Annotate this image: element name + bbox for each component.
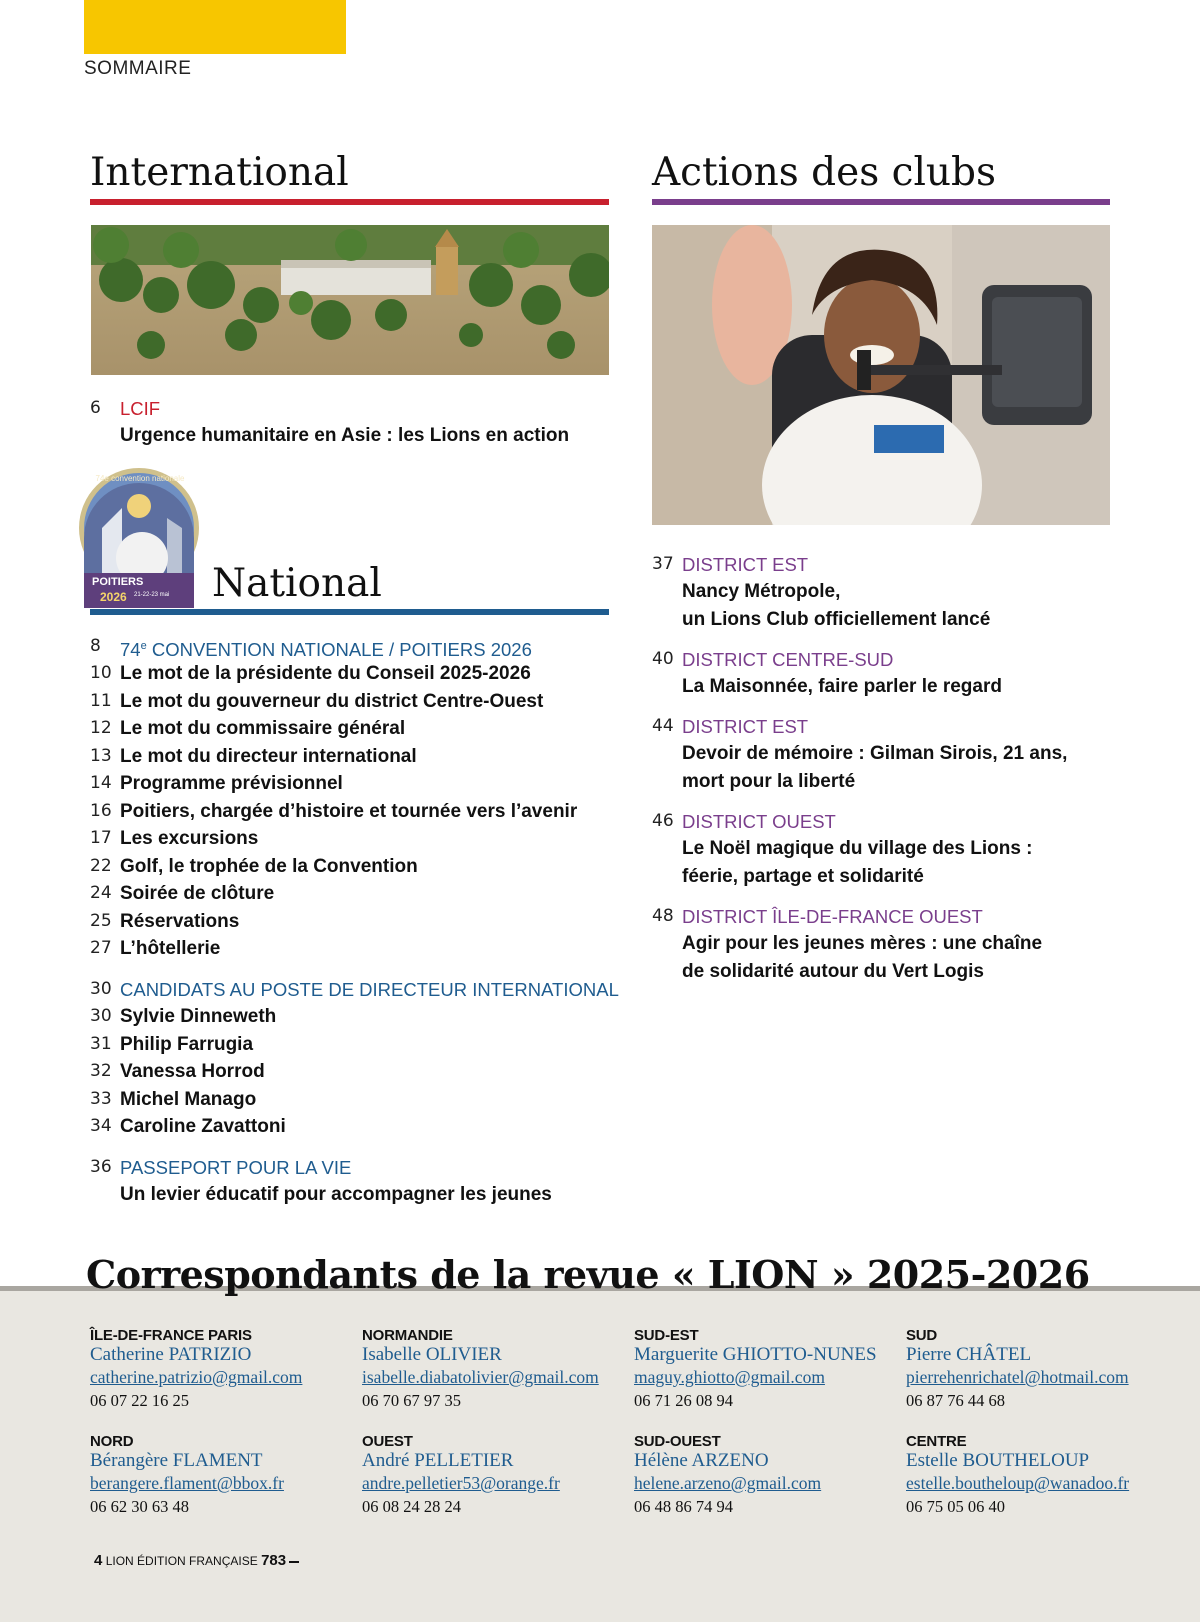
correspondent-name: Isabelle OLIVIER bbox=[362, 1344, 502, 1365]
international-rule bbox=[90, 199, 609, 205]
correspondent-phone: 06 70 67 97 35 bbox=[362, 1391, 461, 1410]
page-number: 33 bbox=[90, 1088, 112, 1109]
convention-badge bbox=[72, 468, 206, 608]
correspondent-card bbox=[90, 1327, 350, 1414]
correspondent-name: Estelle BOUTHELOUP bbox=[906, 1450, 1090, 1471]
entry-title: Réservations bbox=[120, 910, 240, 932]
correspondent-name: Pierre CHÂTEL bbox=[906, 1344, 1032, 1365]
national-rule bbox=[90, 609, 609, 615]
flood-photo bbox=[91, 225, 609, 375]
page-number: 17 bbox=[90, 828, 112, 848]
entry-title-line: Devoir de mémoire : Gilman Sirois, 21 ans, bbox=[682, 743, 1068, 764]
entry-title: Michel Manago bbox=[120, 1088, 257, 1110]
correspondent-phone: 06 07 22 16 25 bbox=[90, 1391, 189, 1410]
entry-title: Programme prévisionnel bbox=[120, 773, 343, 794]
correspondent-name: Marguerite GHIOTTO-NUNES bbox=[634, 1344, 877, 1365]
entry-title: Les excursions bbox=[120, 828, 259, 849]
correspondent-phone: 06 71 26 08 94 bbox=[634, 1391, 733, 1410]
page-number: 31 bbox=[90, 1033, 112, 1054]
entry-title-line: Nancy Métropole, bbox=[682, 581, 841, 602]
correspondent-phone: 06 08 24 28 24 bbox=[362, 1497, 461, 1516]
entry-category: PASSEPORT POUR LA VIE bbox=[120, 1157, 352, 1178]
footer-issue: 783 bbox=[261, 1552, 287, 1569]
entry-title-line: de solidarité autour du Vert Logis bbox=[682, 960, 984, 982]
sommaire-label: SOMMAIRE bbox=[84, 58, 192, 79]
entry-category: DISTRICT OUEST bbox=[682, 811, 836, 832]
page-number: 36 bbox=[90, 1157, 112, 1177]
entry-title: Le mot du commissaire général bbox=[120, 718, 406, 739]
page-number: 24 bbox=[90, 883, 112, 903]
correspondent-email-link[interactable]: catherine.patrizio@gmail.com bbox=[90, 1367, 303, 1387]
correspondent-name: Catherine PATRIZIO bbox=[90, 1344, 252, 1365]
entry-title-line: mort pour la liberté bbox=[682, 770, 856, 792]
correspondent-card bbox=[906, 1327, 1166, 1414]
page-number: 13 bbox=[90, 745, 112, 766]
page-number: 34 bbox=[90, 1116, 112, 1136]
international-heading: International bbox=[90, 150, 349, 195]
correspondent-email-link[interactable]: estelle.boutheloup@wanadoo.fr bbox=[906, 1473, 1130, 1493]
correspondent-phone: 06 75 05 06 40 bbox=[906, 1497, 1005, 1516]
correspondent-phone: 06 87 76 44 68 bbox=[906, 1391, 1005, 1410]
page-number: 11 bbox=[90, 690, 112, 711]
correspondent-region: OUEST bbox=[362, 1433, 413, 1450]
entry-title: Philip Farrugia bbox=[120, 1033, 254, 1055]
entry-title-line: Agir pour les jeunes mères : une chaîne bbox=[682, 933, 1043, 954]
page-number: 14 bbox=[90, 773, 112, 793]
footer-page-number: 4 bbox=[94, 1552, 103, 1569]
correspondent-name: André PELLETIER bbox=[362, 1450, 514, 1471]
page-number: 16 bbox=[90, 800, 112, 821]
correspondent-email-link[interactable]: pierrehenrichatel@hotmail.com bbox=[906, 1367, 1129, 1387]
correspondent-region: NORD bbox=[90, 1433, 134, 1450]
correspondent-email-link[interactable]: berangere.flament@bbox.fr bbox=[90, 1473, 284, 1493]
entry-category: DISTRICT EST bbox=[682, 716, 809, 737]
page-number: 37 bbox=[652, 554, 674, 574]
entry-category: CANDIDATS AU POSTE DE DIRECTEUR INTERNATIONAL bbox=[120, 979, 619, 1000]
correspondent-card bbox=[634, 1327, 894, 1414]
page-number: 12 bbox=[90, 718, 112, 738]
correspondent-email-link[interactable]: isabelle.diabatolivier@gmail.com bbox=[362, 1367, 599, 1387]
correspondent-region: SUD-EST bbox=[634, 1327, 699, 1344]
entry-title: Le mot du directeur international bbox=[120, 745, 417, 767]
entry-title: Caroline Zavattoni bbox=[120, 1116, 286, 1137]
clubs-heading: Actions des clubs bbox=[652, 150, 997, 195]
correspondent-card bbox=[906, 1433, 1166, 1520]
entry-title: L’hôtellerie bbox=[120, 938, 221, 959]
correspondent-name: Bérangère FLAMENT bbox=[90, 1450, 263, 1471]
entry-category: DISTRICT ÎLE-DE-FRANCE OUEST bbox=[682, 906, 983, 927]
correspondent-card bbox=[362, 1433, 622, 1520]
entry-title: Golf, le trophée de la Convention bbox=[120, 855, 418, 877]
page-number: 48 bbox=[652, 906, 674, 926]
entry-title-line: féerie, partage et solidarité bbox=[682, 865, 924, 887]
page-number: 40 bbox=[652, 649, 674, 669]
national-heading: National bbox=[212, 561, 382, 606]
badge-convention-label: 74e convention nationale bbox=[95, 474, 185, 483]
entry-title-line: Le Noël magique du village des Lions : bbox=[682, 838, 1033, 859]
header-color-tab bbox=[84, 0, 346, 54]
entry-category: LCIF bbox=[120, 398, 161, 419]
correspondent-region: ÎLE-DE-FRANCE PARIS bbox=[90, 1327, 252, 1344]
correspondent-email-link[interactable]: helene.arzeno@gmail.com bbox=[634, 1473, 822, 1493]
correspondent-phone: 06 48 86 74 94 bbox=[634, 1497, 733, 1516]
entry-title: Le mot de la présidente du Conseil 2025-2026 bbox=[120, 663, 531, 684]
correspondent-region: CENTRE bbox=[906, 1433, 967, 1450]
page-number: 30 bbox=[90, 1006, 112, 1026]
entry-title: Le mot du gouverneur du district Centre-Ouest bbox=[120, 690, 544, 712]
footer-publication: LION ÉDITION FRANÇAISE bbox=[105, 1554, 258, 1568]
page-number: 6 bbox=[90, 398, 101, 418]
correspondent-region: NORMANDIE bbox=[362, 1327, 453, 1344]
page-number: 25 bbox=[90, 910, 112, 931]
entry-title: Vanessa Horrod bbox=[120, 1061, 265, 1082]
entry-title: Urgence humanitaire en Asie : les Lions en action bbox=[120, 425, 570, 446]
correspondent-card bbox=[90, 1433, 350, 1520]
correspondent-phone: 06 62 30 63 48 bbox=[90, 1497, 189, 1516]
correspondent-region: SUD-OUEST bbox=[634, 1433, 721, 1450]
page-number: 10 bbox=[90, 663, 112, 683]
page-number: 8 bbox=[90, 636, 101, 656]
correspondent-email-link[interactable]: maguy.ghiotto@gmail.com bbox=[634, 1367, 825, 1387]
badge-dates: 21-22-23 mai bbox=[134, 592, 170, 598]
entry-title: Un levier éducatif pour accompagner les jeunes bbox=[120, 1184, 552, 1205]
entry-title: Poitiers, chargée d’histoire et tournée vers l’avenir bbox=[120, 800, 578, 822]
correspondents-heading: Correspondants de la revue « LION » 2025-2026 bbox=[86, 1252, 1090, 1297]
correspondent-card bbox=[634, 1433, 894, 1520]
footer-dash bbox=[289, 1561, 299, 1563]
entry-title: Soirée de clôture bbox=[120, 883, 275, 904]
smiling-girl-photo bbox=[652, 225, 1110, 525]
correspondent-region: SUD bbox=[906, 1327, 938, 1344]
page-number: 30 bbox=[90, 979, 112, 999]
page-footer bbox=[94, 1552, 299, 1569]
page-number: 32 bbox=[90, 1061, 112, 1081]
clubs-rule bbox=[652, 199, 1110, 205]
correspondent-name: Hélène ARZENO bbox=[634, 1450, 769, 1471]
page-number: 22 bbox=[90, 855, 112, 876]
entry-category: 74e CONVENTION NATIONALE / POITIERS 2026 bbox=[120, 639, 532, 661]
entry-title-line: un Lions Club officiellement lancé bbox=[682, 608, 991, 630]
page-number: 46 bbox=[652, 811, 674, 831]
correspondent-card bbox=[362, 1327, 622, 1414]
entry-category: DISTRICT EST bbox=[682, 554, 809, 575]
entry-title: Sylvie Dinneweth bbox=[120, 1006, 277, 1027]
badge-city: POITIERS bbox=[92, 576, 144, 588]
page-number: 27 bbox=[90, 938, 112, 958]
entry-category: DISTRICT CENTRE-SUD bbox=[682, 649, 894, 670]
badge-year: 2026 bbox=[100, 590, 127, 604]
page-number: 44 bbox=[652, 716, 674, 736]
entry-title-line: La Maisonnée, faire parler le regard bbox=[682, 676, 1002, 697]
correspondent-email-link[interactable]: andre.pelletier53@orange.fr bbox=[362, 1473, 560, 1493]
